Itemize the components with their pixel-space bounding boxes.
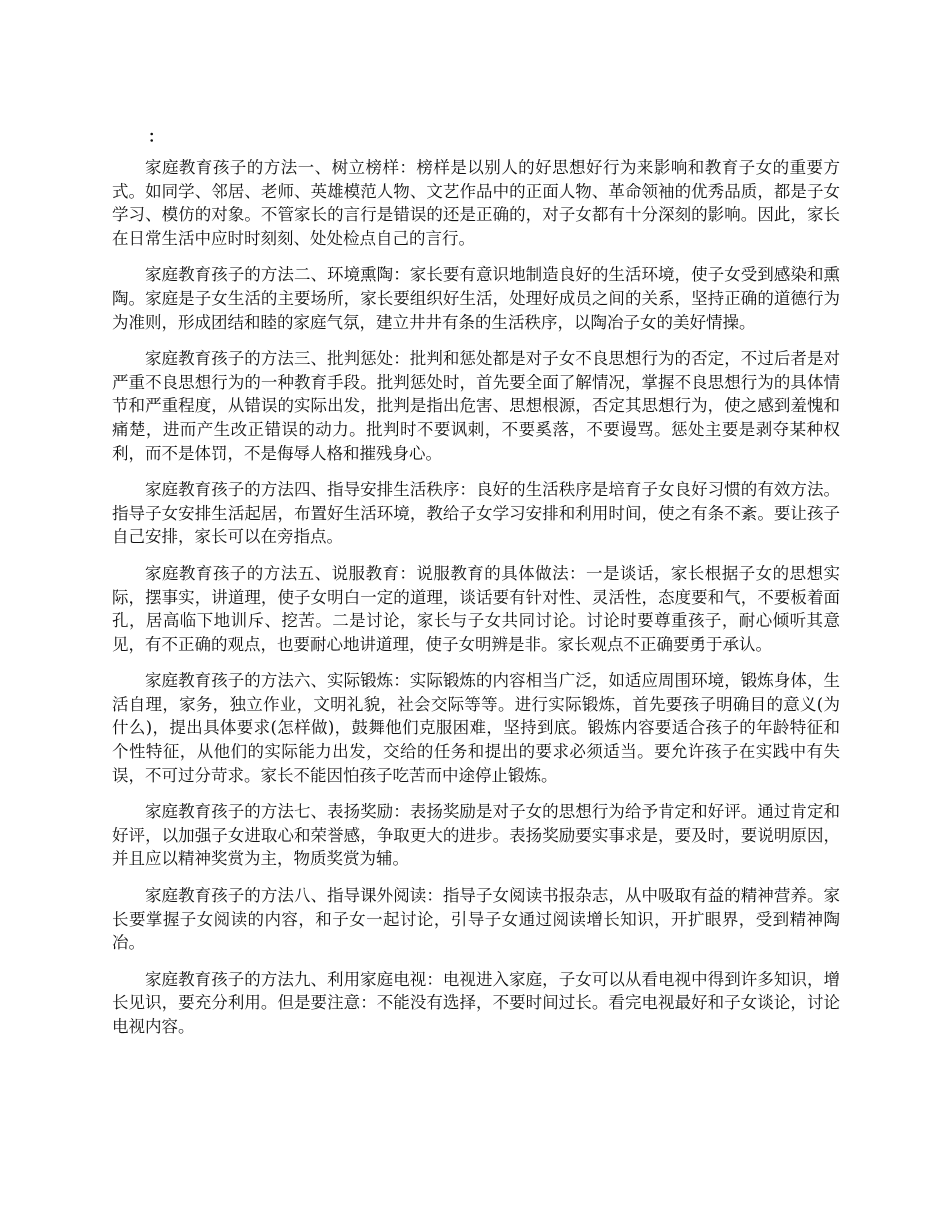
paragraph-method-7: 家庭教育孩子的方法七、表扬奖励：表扬奖励是对子女的思想行为给予肯定和好评。通过肯定和好评，以加强子女进取心和荣誉感，争取更大的进步。表扬奖励要实事求是，要及时，要说明原因，并且应以精神奖赏为主，物质奖赏为辅。 — [112, 802, 840, 869]
paragraph-method-3: 家庭教育孩子的方法三、批判惩处：批判和惩处都是对子女不良思想行为的否定，不过后者是对严重不良思想行为的一种教育手段。批判惩处时，首先要全面了解情况，掌握不良思想行为的具体情节和严重程度，从错误的实际出发，批判是指出危害、思想根源，否定其思想行为，使之感到羞愧和痛楚，进而产生改正错误的动力。批判时不要讽刺，不要奚落，不要谩骂。惩处主要是剥夺某种权利，而不是体罚，不是侮辱人格和摧残身心。 — [112, 349, 840, 463]
document-body — [112, 126, 840, 1052]
paragraph-method-4: 家庭教育孩子的方法四、指导安排生活秩序：良好的生活秩序是培育子女良好习惯的有效方法。指导子女安排生活起居，布置好生活环境，教给子女学习安排和利用时间，使之有条不紊。要让孩子自己安排，家长可以在旁指点。 — [112, 480, 840, 547]
paragraph-method-8: 家庭教育孩子的方法八、指导课外阅读：指导子女阅读书报杂志，从中吸取有益的精神营养。家长要掌握子女阅读的内容，和子女一起讨论，引导子女通过阅读增长知识，开扩眼界，受到精神陶冶。 — [112, 886, 840, 953]
lead-colon: ： — [148, 127, 165, 146]
paragraph-method-1: 家庭教育孩子的方法一、树立榜样：榜样是以别人的好思想好行为来影响和教育子女的重要方式。如同学、邻居、老师、英雄模范人物、文艺作品中的正面人物、革命领袖的优秀品质，都是子女学习、模仿的对象。不管家长的言行是错误的还是正确的，对子女都有十分深刻的影响。因此，家长在日常生活中应时时刻刻、处处检点自己的言行。 — [112, 158, 840, 248]
paragraph-method-5: 家庭教育孩子的方法五、说服教育：说服教育的具体做法：一是谈话，家长根据子女的思想实际，摆事实，讲道理，使子女明白一定的道理，谈话要有针对性、灵活性，态度要和气，不要板着面孔，居高临下地训斥、挖苦。二是讨论，家长与子女共同讨论。讨论时要尊重孩子，耐心倾听其意见，有不正确的观点，也要耐心地讲道理，使子女明辨是非。家长观点不正确要勇于承认。 — [112, 563, 840, 654]
paragraph-method-9: 家庭教育孩子的方法九、利用家庭电视：电视进入家庭，子女可以从看电视中得到许多知识，增长见识，要充分利用。但是要注意：不能没有选择，不要时间过长。看完电视最好和子女谈论，讨论电视内容。 — [112, 969, 840, 1036]
paragraph-method-2: 家庭教育孩子的方法二、环境熏陶：家长要有意识地制造良好的生活环境，使子女受到感染和熏陶。家庭是子女生活的主要场所，家长要组织好生活，处理好成员之间的关系，坚持正确的道德行为为准则，形成团结和睦的家庭气氛，建立井井有条的生活秩序，以陶冶子女的美好情操。 — [112, 265, 840, 332]
paragraph-method-6: 家庭教育孩子的方法六、实际锻炼：实际锻炼的内容相当广泛，如适应周围环境，锻炼身体，生活自理，家务，独立作业，文明礼貌，社会交际等等。进行实际锻炼，首先要孩子明确目的意义(为什么)，提出具体要求(怎样做)，鼓舞他们克服困难，坚持到底。锻炼内容要适合孩子的年龄特征和个性特征，从他们的实际能力出发，交给的任务和提出的要求必须适当。要允许孩子在实践中有失误，不可过分苛求。家长不能因怕孩子吃苦而中途停止锻炼。 — [112, 671, 840, 785]
